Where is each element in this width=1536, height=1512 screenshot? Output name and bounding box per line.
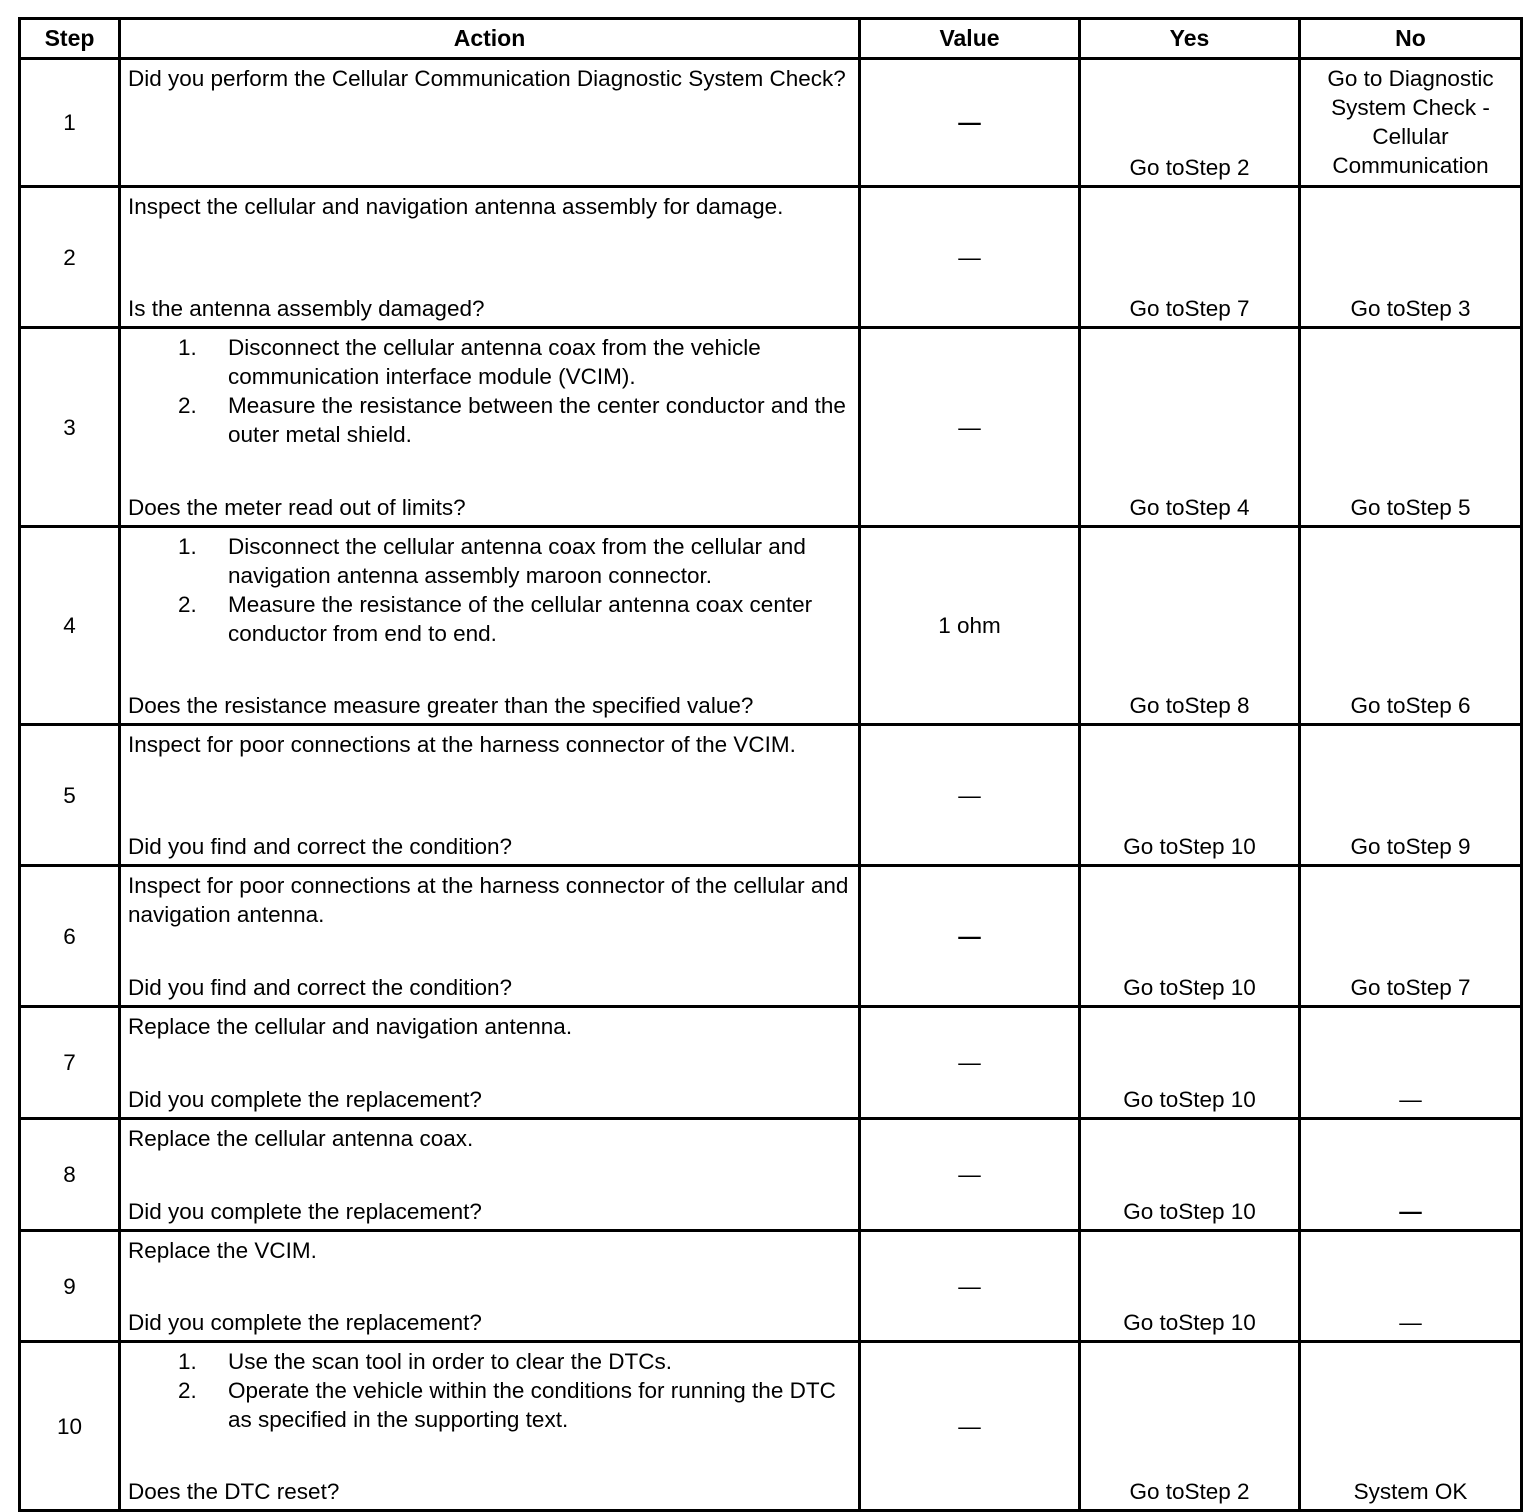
yes-cell: Go toStep 7 — [1080, 187, 1300, 328]
no-cell: Go toStep 3 — [1300, 187, 1522, 328]
sub-step-text: Measure the resistance between the center conductor and the outer metal shield. — [228, 393, 846, 447]
action-cell — [120, 1007, 860, 1119]
table-row-step-2 — [20, 187, 1522, 328]
step-number: 3 — [20, 328, 120, 527]
header-action: Action — [120, 19, 860, 59]
value-cell: — — [860, 1231, 1080, 1342]
value-cell: — — [860, 1119, 1080, 1231]
action-question: Is the antenna assembly damaged? — [128, 296, 485, 321]
yes-cell: Go toStep 2 — [1080, 59, 1300, 187]
yes-cell: Go toStep 4 — [1080, 328, 1300, 527]
action-question: Did you complete the replacement? — [128, 1199, 482, 1224]
action-question: Does the resistance measure greater than the specified value? — [128, 693, 754, 718]
yes-cell: Go toStep 10 — [1080, 1007, 1300, 1119]
no-cell: Go to Diagnostic System Check - Cellular Communication — [1300, 59, 1522, 187]
table-row-step-7 — [20, 1007, 1522, 1119]
yes-cell: Go toStep 10 — [1080, 725, 1300, 866]
value-cell: — — [860, 866, 1080, 1007]
action-cell — [120, 59, 860, 187]
value-cell: — — [860, 59, 1080, 187]
action-cell — [120, 1119, 860, 1231]
value-cell: — — [860, 328, 1080, 527]
yes-cell: Go toStep 2 — [1080, 1342, 1300, 1511]
step-number: 4 — [20, 527, 120, 725]
table-row-step-9 — [20, 1231, 1522, 1342]
action-question: Does the meter read out of limits? — [128, 495, 466, 520]
sub-step-number: 2. — [178, 1378, 197, 1403]
header-yes: Yes — [1080, 19, 1300, 59]
step-number: 7 — [20, 1007, 120, 1119]
table-row-step-3 — [20, 328, 1522, 527]
action-cell — [120, 187, 860, 328]
no-cell: System OK — [1300, 1342, 1522, 1511]
header-value: Value — [860, 19, 1080, 59]
action-question: Did you complete the replacement? — [128, 1310, 482, 1335]
table-row-step-4 — [20, 527, 1522, 725]
step-number: 9 — [20, 1231, 120, 1342]
sub-step — [128, 1347, 852, 1376]
action-cell — [120, 866, 860, 1007]
header-no: No — [1300, 19, 1522, 59]
no-cell: — — [1300, 1231, 1522, 1342]
yes-cell: Go toStep 10 — [1080, 1231, 1300, 1342]
value-cell: — — [860, 187, 1080, 328]
table-row-step-1 — [20, 59, 1522, 187]
action-cell — [120, 1231, 860, 1342]
action-cell — [120, 1342, 860, 1511]
yes-cell: Go toStep 10 — [1080, 866, 1300, 1007]
sub-step-list — [128, 1347, 852, 1434]
action-text: Replace the cellular antenna coax. — [128, 1126, 474, 1151]
action-text: Replace the VCIM. — [128, 1238, 317, 1263]
sub-step — [128, 333, 852, 391]
table-row-step-10 — [20, 1342, 1522, 1511]
action-text: Did you perform the Cellular Communication Diagnostic System Check? — [128, 66, 846, 91]
table-row-step-5 — [20, 725, 1522, 866]
header-row — [20, 19, 1522, 59]
no-cell: Go toStep 5 — [1300, 328, 1522, 527]
table-row-step-8 — [20, 1119, 1522, 1231]
value-cell: — — [860, 1342, 1080, 1511]
step-number: 8 — [20, 1119, 120, 1231]
table-row-step-6 — [20, 866, 1522, 1007]
yes-cell: Go toStep 8 — [1080, 527, 1300, 725]
sub-step-number: 1. — [178, 335, 197, 360]
step-number: 6 — [20, 866, 120, 1007]
diagnostic-table — [18, 17, 1523, 1512]
sub-step-text: Disconnect the cellular antenna coax from the cellular and navigation antenna assembly maroon connector. — [228, 534, 806, 588]
sub-step-text: Measure the resistance of the cellular antenna coax center conductor from end to end. — [228, 592, 813, 646]
step-number: 1 — [20, 59, 120, 187]
step-number: 5 — [20, 725, 120, 866]
action-text: Replace the cellular and navigation antenna. — [128, 1014, 573, 1039]
no-cell: Go toStep 9 — [1300, 725, 1522, 866]
action-text: Inspect for poor connections at the harness connector of the VCIM. — [128, 732, 796, 757]
sub-step — [128, 532, 852, 590]
sub-step — [128, 590, 852, 648]
action-cell — [120, 527, 860, 725]
value-cell: — — [860, 1007, 1080, 1119]
sub-step-text: Use the scan tool in order to clear the DTCs. — [228, 1349, 672, 1374]
step-number: 2 — [20, 187, 120, 328]
action-question: Does the DTC reset? — [128, 1479, 340, 1504]
no-cell: Go toStep 6 — [1300, 527, 1522, 725]
action-question: Did you find and correct the condition? — [128, 834, 512, 859]
yes-cell: Go toStep 10 — [1080, 1119, 1300, 1231]
action-cell — [120, 328, 860, 527]
sub-step-number: 2. — [178, 393, 197, 418]
action-question: Did you find and correct the condition? — [128, 975, 512, 1000]
sub-step — [128, 1376, 852, 1434]
action-question: Did you complete the replacement? — [128, 1087, 482, 1112]
sub-step-list — [128, 532, 852, 648]
action-text: Inspect for poor connections at the harness connector of the cellular and navigation antenna. — [128, 873, 849, 927]
no-cell: Go toStep 7 — [1300, 866, 1522, 1007]
sub-step-number: 2. — [178, 592, 197, 617]
action-cell — [120, 725, 860, 866]
header-step: Step — [20, 19, 120, 59]
sub-step-text: Disconnect the cellular antenna coax from the vehicle communication interface module (VCIM). — [228, 335, 761, 389]
no-cell: — — [1300, 1007, 1522, 1119]
sub-step-number: 1. — [178, 534, 197, 559]
no-cell: — — [1300, 1119, 1522, 1231]
value-cell: — — [860, 725, 1080, 866]
sub-step-text: Operate the vehicle within the conditions for running the DTC as specified in the supporting text. — [228, 1378, 836, 1432]
value-cell: 1 ohm — [860, 527, 1080, 725]
action-text: Inspect the cellular and navigation antenna assembly for damage. — [128, 194, 784, 219]
sub-step — [128, 391, 852, 449]
sub-step-number: 1. — [178, 1349, 197, 1374]
sub-step-list — [128, 333, 852, 449]
step-number: 10 — [20, 1342, 120, 1511]
